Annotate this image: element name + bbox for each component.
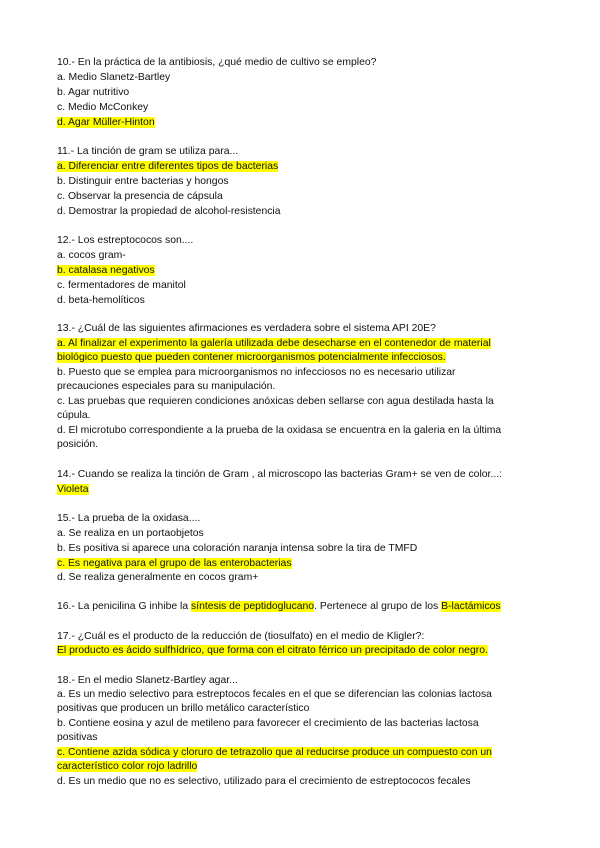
- option-13d-line2: posición.: [57, 439, 99, 450]
- option-11d: d. Demostrar la propiedad de alcohol-resistencia: [57, 206, 281, 217]
- question-10: 10.- En la práctica de la antibiosis, ¿qué medio de cultivo se empleo?: [57, 57, 377, 68]
- answer-16-part1: síntesis de peptidoglucano: [191, 601, 315, 612]
- option-18b-line2: positivas: [57, 732, 98, 743]
- question-16-text-mid: . Pertenece al grupo de los: [314, 601, 442, 612]
- question-11: 11.- La tinción de gram se utiliza para...: [57, 146, 239, 157]
- option-11c: c. Observar la presencia de cápsula: [57, 191, 223, 202]
- option-10b: b. Agar nutritivo: [57, 87, 130, 98]
- question-16-text-start: 16.- La penicilina G inhibe la: [57, 601, 192, 612]
- option-12b-answer: b. catalasa negativos: [57, 265, 155, 276]
- option-18d: d. Es un medio que no es selectivo, utilizado para el crecimiento de estreptococos fecales: [57, 776, 471, 787]
- option-15d: d. Se realiza generalmente en cocos gram+: [57, 572, 259, 583]
- option-18c-answer-line1: c. Contiene azida sódica y cloruro de tetrazolio que al reducirse produce un compuesto con un: [57, 747, 492, 758]
- option-12c: c. fermentadores de manitol: [57, 280, 186, 291]
- option-13c-line1: c. Las pruebas que requieren condiciones anóxicas deben sellarse con agua destilada hasta la: [57, 396, 494, 407]
- answer-14: Violeta: [57, 484, 89, 495]
- option-10a: a. Medio Slanetz-Bartley: [57, 72, 171, 83]
- question-13: 13.- ¿Cuál de las siguientes afirmaciones es verdadera sobre el sistema API 20E?: [57, 323, 436, 334]
- option-10d-answer: d. Agar Müller-Hinton: [57, 117, 155, 128]
- option-11b: b. Distinguir entre bacterias y hongos: [57, 176, 229, 187]
- question-17: 17.- ¿Cuál es el producto de la reducción de (tiosulfato) en el medio de Kligler?:: [57, 631, 425, 642]
- question-12: 12.- Los estreptococos son....: [57, 235, 194, 246]
- option-11a-answer: a. Diferenciar entre diferentes tipos de bacterias: [57, 161, 279, 172]
- question-16: [57, 600, 501, 614]
- option-13d-line1: d. El microtubo correspondiente a la prueba de la oxidasa se encuentra en la galeria en la última: [57, 425, 502, 436]
- option-15a: a. Se realiza en un portaobjetos: [57, 528, 204, 539]
- option-18a-line1: a. Es un medio selectivo para estreptocos fecales en el que se diferencian las colonias lactosa: [57, 689, 492, 700]
- option-18a-line2: positivas que producen un brillo metálico característico: [57, 703, 310, 714]
- question-18: 18.- En el medio Slanetz-Bartley agar...: [57, 675, 238, 686]
- option-13a-answer-line2: biológico puesto que pueden contener microorganismos potencialmente infecciosos.: [57, 352, 446, 363]
- option-18c-answer-line2: característico color rojo ladrillo: [57, 761, 198, 772]
- question-15: 15.- La prueba de la oxidasa....: [57, 513, 201, 524]
- option-15b: b. Es positiva si aparece una coloración naranja intensa sobre la tira de TMFD: [57, 543, 418, 554]
- answer-17: El producto es ácido sulfhídrico, que forma con el citrato férrico un precipitado de color negro.: [57, 645, 488, 656]
- option-13a-answer-line1: a. Al finalizar el experimento la galería utilizada debe desecharse en el contenedor de material: [57, 338, 491, 349]
- question-14: 14.- Cuando se realiza la tinción de Gram , al microscopo las bacterias Gram+ se ven de color...:: [57, 469, 502, 480]
- option-13b-line2: precauciones especiales para su manipulación.: [57, 381, 276, 392]
- option-13c-line2: cúpula.: [57, 410, 91, 421]
- option-12a: a. cocos gram-: [57, 250, 126, 261]
- option-13b-line1: b. Puesto que se emplea para microorganismos no infecciosos no es necesario utilizar: [57, 367, 456, 378]
- option-12d: d. beta-hemolíticos: [57, 295, 145, 306]
- option-10c: c. Medio McConkey: [57, 102, 149, 113]
- answer-16-part2: B-lactámicos: [441, 601, 501, 612]
- option-18b-line1: b. Contiene eosina y azul de metileno para favorecer el crecimiento de las bacterias lactosa: [57, 718, 479, 729]
- option-15c-answer: c. Es negativa para el grupo de las enterobacterias: [57, 558, 292, 569]
